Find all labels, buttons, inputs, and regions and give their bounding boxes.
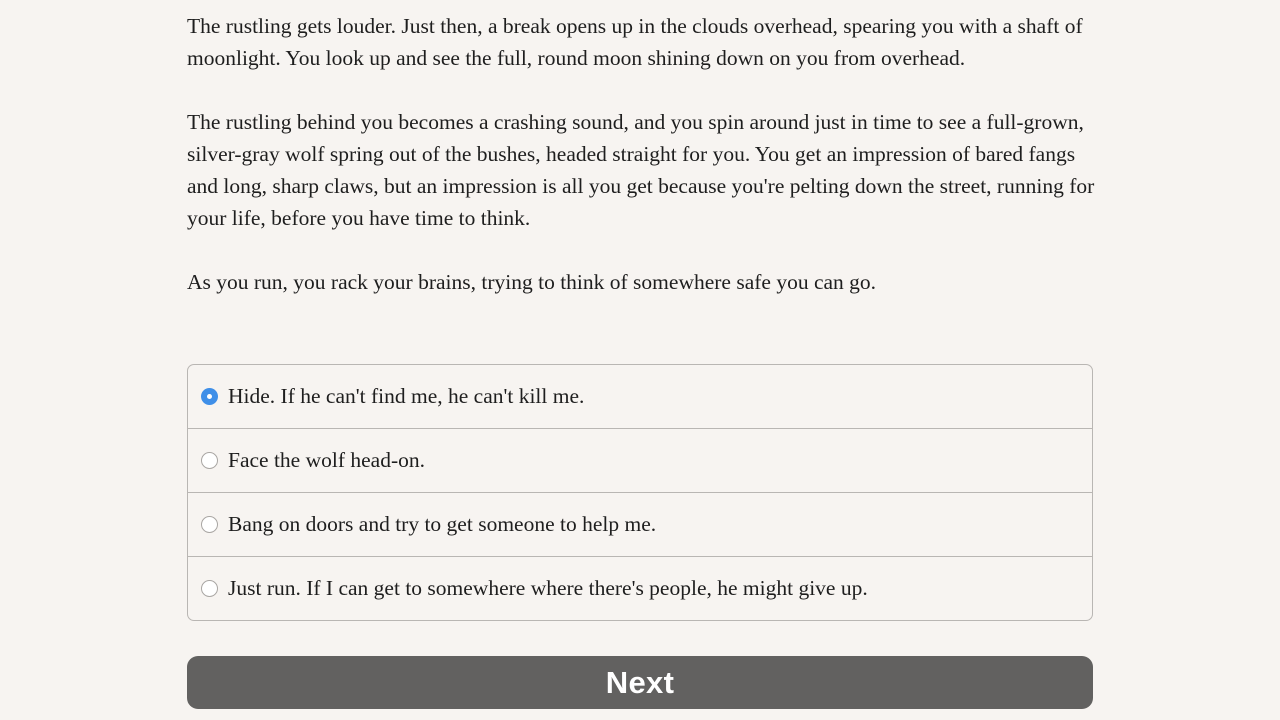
radio-unchecked-icon[interactable] (201, 580, 218, 597)
choice-label: Just run. If I can get to somewhere where there's people, he might give up. (228, 576, 868, 600)
radio-checked-icon[interactable] (201, 388, 218, 405)
next-button[interactable]: Next (187, 656, 1093, 709)
story-paragraph: The rustling gets louder. Just then, a break opens up in the clouds overhead, spearing you with a shaft of moonlight. You look up and see the full, round moon shining down on you from overhead. (187, 14, 1083, 70)
story-text (187, 10, 1097, 330)
choice-option-hide[interactable] (188, 365, 1092, 428)
choice-label: Bang on doors and try to get someone to help me. (228, 512, 657, 536)
story-paragraph: As you run, you rack your brains, trying to think of somewhere safe you can go. (187, 270, 877, 294)
choice-list (187, 364, 1093, 621)
choice-option-bang-doors[interactable] (188, 492, 1092, 556)
radio-unchecked-icon[interactable] (201, 516, 218, 533)
story-paragraph: The rustling behind you becomes a crashing sound, and you spin around just in time to see a full-grown, silver-gray wolf spring out of the bushes, headed straight for you. You get an impression of bared fangs and long, sharp claws, but an impression is all you get because you're pelting down the street, running for your life, before you have time to think. (187, 110, 1095, 230)
choice-option-face-wolf[interactable] (188, 428, 1092, 492)
choice-label: Hide. If he can't find me, he can't kill me. (228, 384, 585, 408)
choice-label: Face the wolf head-on. (228, 448, 426, 472)
choice-option-just-run[interactable] (188, 556, 1092, 620)
radio-unchecked-icon[interactable] (201, 452, 218, 469)
